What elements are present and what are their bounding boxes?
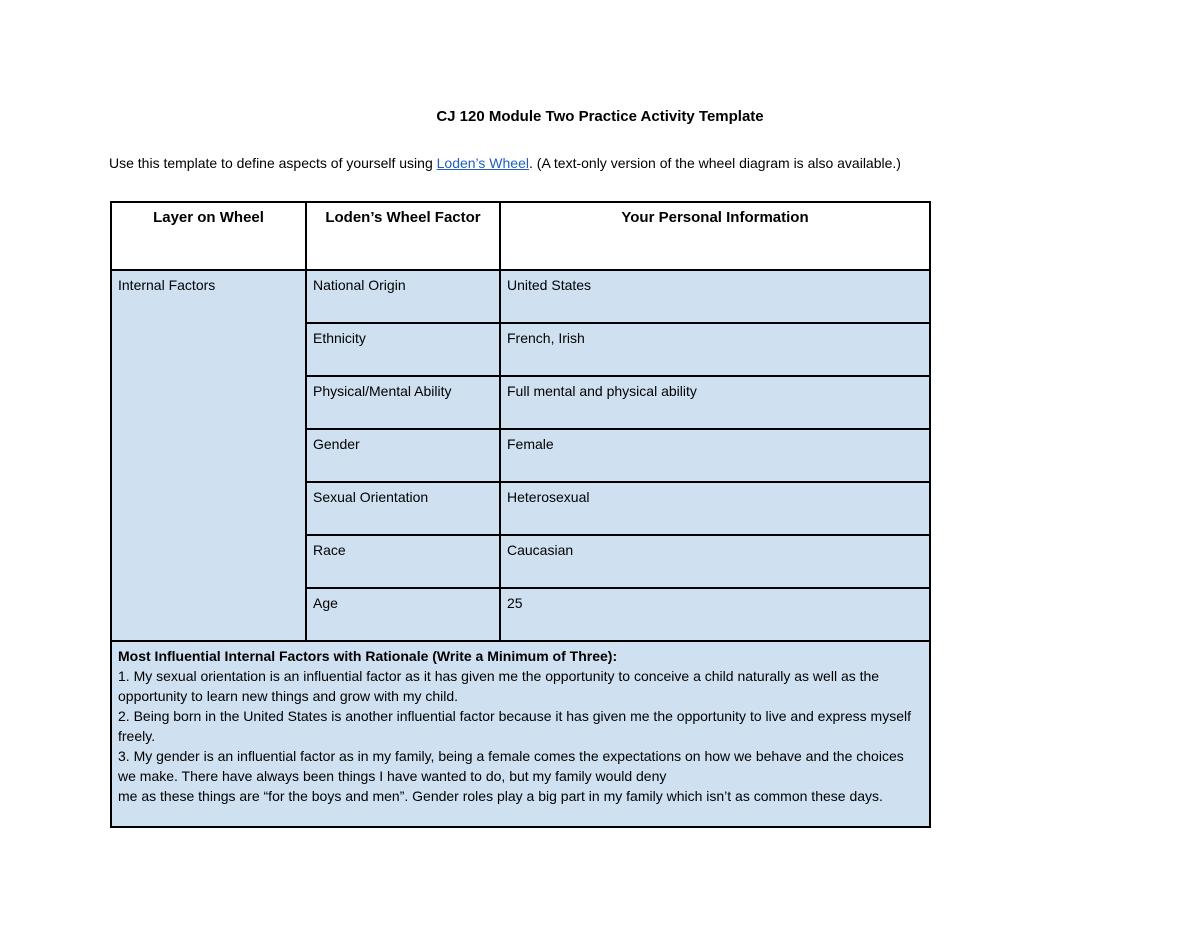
lodens-wheel-table (110, 201, 931, 828)
table-header-row (111, 202, 930, 270)
intro-text-end: . (A text-only version of the wheel diagram is also available.) (529, 155, 901, 171)
info-cell: French, Irish (500, 323, 930, 376)
info-cell: United States (500, 270, 930, 323)
factor-cell: Race (306, 535, 500, 588)
summary-point: 1. My sexual orientation is an influential factor as it has given me the opportunity to conceive a child naturally as well as the opportunity to learn new things and grow with my child. (118, 668, 880, 704)
intro-text (109, 155, 901, 171)
info-cell: Heterosexual (500, 482, 930, 535)
summary-heading: Most Influential Internal Factors with Rationale (Write a Minimum of Three): (118, 648, 618, 664)
header-lodens-wheel-factor: Loden’s Wheel Factor (306, 202, 500, 270)
factor-cell: Age (306, 588, 500, 641)
summary-row (111, 641, 930, 827)
info-cell: Female (500, 429, 930, 482)
influential-factors-summary (111, 641, 930, 827)
summary-point: 3. My gender is an influential factor as in my family, being a female comes the expectations on how we behave and the choices we make. There have always been things I have wanted to do, but my family would deny (118, 748, 904, 784)
table-row (111, 270, 930, 323)
factor-cell: Physical/Mental Ability (306, 376, 500, 429)
factor-cell: Gender (306, 429, 500, 482)
summary-point: 2. Being born in the United States is another influential factor because it has given me the opportunity to live and express myself freely. (118, 708, 912, 744)
intro-text-start: Use this template to define aspects of yourself using (109, 155, 437, 171)
factor-cell: Sexual Orientation (306, 482, 500, 535)
factor-cell: Ethnicity (306, 323, 500, 376)
info-cell: Caucasian (500, 535, 930, 588)
info-cell: Full mental and physical ability (500, 376, 930, 429)
header-layer-on-wheel: Layer on Wheel (111, 202, 306, 270)
page-title: CJ 120 Module Two Practice Activity Template (436, 108, 764, 125)
layer-internal-factors: Internal Factors (111, 270, 306, 641)
summary-point: me as these things are “for the boys and men”. Gender roles play a big part in my family which isn’t as common these days. (118, 788, 883, 804)
info-cell: 25 (500, 588, 930, 641)
lodens-wheel-link[interactable]: Loden’s Wheel (436, 155, 529, 171)
header-personal-information: Your Personal Information (500, 202, 930, 270)
factor-cell: National Origin (306, 270, 500, 323)
